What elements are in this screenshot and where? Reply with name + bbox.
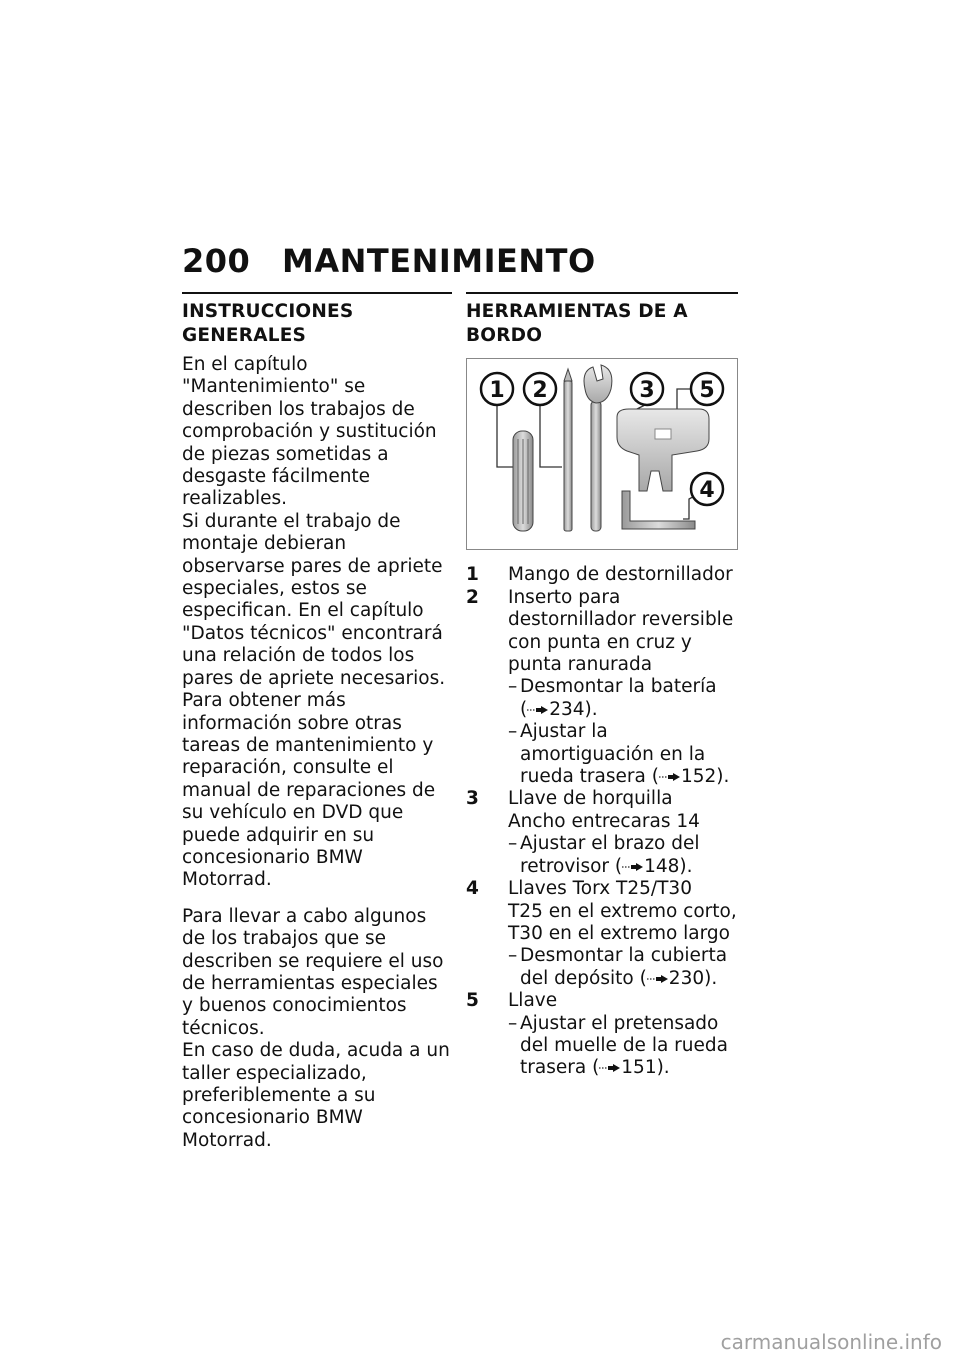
sub-item: – Ajustar el brazo del retrovisor ( 148).: [508, 833, 700, 877]
sub-item: – Desmontar la cubierta del depósito ( 230).: [508, 945, 728, 989]
item-line: T25 en el extremo corto,: [508, 900, 737, 922]
page-header: [182, 242, 596, 280]
chapter-title: MANTENIMIENTO: [282, 242, 596, 280]
item-number: 3: [466, 788, 479, 810]
item-number: 5: [466, 990, 479, 1012]
page-arrow-icon: [599, 1062, 621, 1074]
sub-item: – Ajustar la amortiguación en la rueda trasera ( 152).: [508, 721, 730, 788]
page-arrow-icon: [622, 861, 644, 873]
tool-list: [466, 564, 738, 1079]
item-number: 1: [466, 564, 479, 586]
item-line: Ancho entrecaras 14: [508, 810, 700, 832]
item-line: Llave: [508, 990, 558, 1012]
page-number: 200: [182, 242, 251, 280]
paragraph: Si durante el trabajo de montaje debieran observarse pares de apriete especiales, estos se especifican. En el capítulo "Datos técnicos" encontrará una relación de todos los pares de apriete necesarios.: [182, 510, 446, 689]
onboard-tools-section: [466, 292, 738, 1080]
watermark: carmanualsonline.info: [720, 1330, 942, 1354]
page-reference-link[interactable]: ( 151).: [592, 1057, 670, 1079]
section-rule: [466, 292, 738, 294]
list-item: [466, 878, 738, 990]
list-item: [466, 990, 738, 1080]
section-title: INSTRUCCIONES GENERALES: [182, 301, 354, 346]
section-title: HERRAMIENTAS DE A BORDO: [466, 301, 688, 346]
toolkit-illustration: [466, 358, 738, 550]
item-line: Mango de destornillador: [508, 564, 733, 586]
page-reference-link[interactable]: ( 148).: [614, 855, 693, 877]
page-reference-link[interactable]: ( 230).: [639, 967, 718, 989]
paragraph: Para obtener más información sobre otras tareas de mantenimiento y reparación, consulte el manual de reparaciones de su vehículo en DVD que puede adquirir en su concesionario BMW Motorrad.: [182, 690, 436, 891]
page-reference-link[interactable]: ( 234).: [520, 698, 598, 720]
figure-label: 1: [489, 378, 505, 403]
general-instructions-section: [182, 292, 452, 1152]
item-line: T30 en el extremo largo: [508, 922, 730, 944]
page-arrow-icon: [659, 771, 681, 783]
page-arrow-icon: [647, 973, 669, 985]
item-line: Inserto para destornillador reversible: [508, 586, 734, 631]
item-line: Llaves Torx T25/T30: [508, 878, 692, 900]
page-arrow-icon: [527, 704, 549, 716]
list-item: [466, 788, 738, 878]
paragraph: Para llevar a cabo algunos de los trabajos que se describen se requiere el uso de herramientas especiales y buenos conocimientos técnicos.: [182, 905, 444, 1039]
item-number: 2: [466, 586, 479, 608]
item-line: Llave de horquilla: [508, 788, 673, 810]
page-reference-link[interactable]: ( 152).: [651, 766, 730, 788]
figure-label: 3: [639, 378, 655, 403]
figure-label: 5: [699, 378, 715, 403]
sub-item: – Desmontar la batería ( 234).: [508, 676, 717, 720]
item-number: 4: [466, 878, 479, 900]
section-rule: [182, 292, 452, 294]
list-item: [466, 564, 738, 586]
figure-label: 4: [699, 478, 715, 503]
list-item: [466, 587, 738, 789]
figure-label: 2: [532, 378, 548, 403]
paragraph: En el capítulo "Mantenimiento" se describen los trabajos de comprobación y sustitución de piezas sometidas a desgaste fácilmente realizables.: [182, 354, 437, 510]
sub-item: – Ajustar el pretensado del muelle de la rueda trasera ( 151).: [508, 1012, 728, 1079]
paragraph: En caso de duda, acuda a un taller especializado, preferiblemente a su concesionario BMW Motorrad.: [182, 1040, 450, 1151]
item-line: con punta en cruz y punta ranurada: [508, 631, 692, 676]
